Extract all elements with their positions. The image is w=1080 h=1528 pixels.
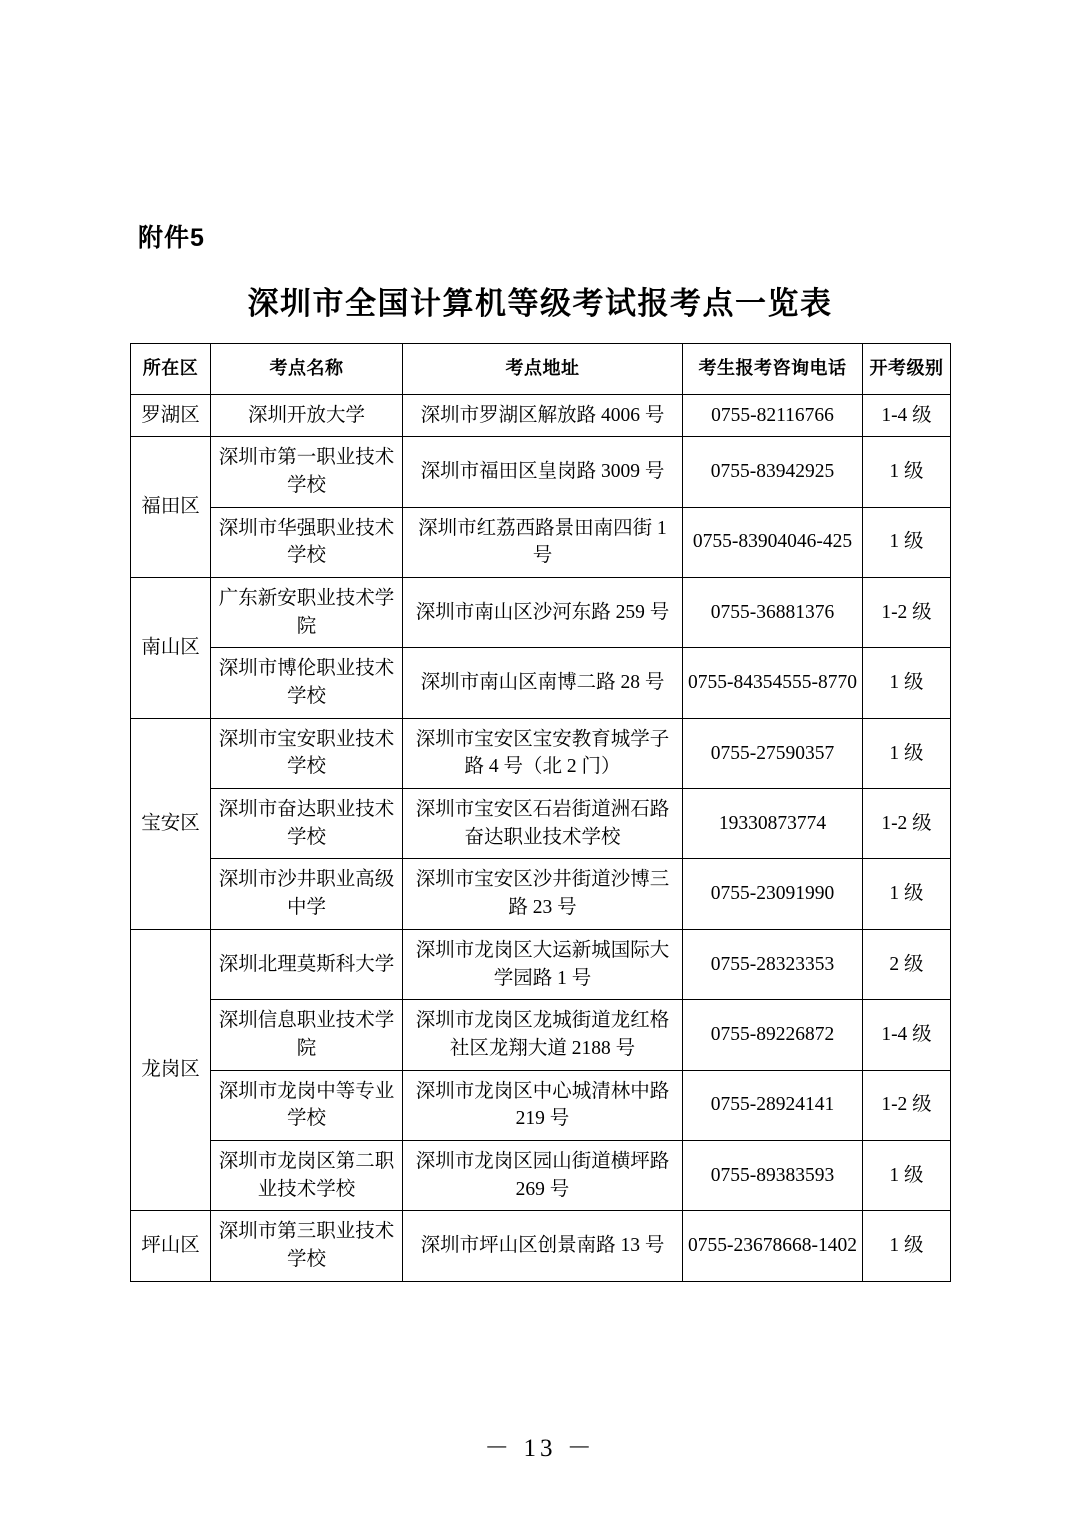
cell-site-name: 深圳市龙岗区第二职业技术学校 <box>211 1140 403 1210</box>
cell-site-name: 深圳市第三职业技术学校 <box>211 1211 403 1281</box>
cell-site-name: 深圳市宝安职业技术学校 <box>211 718 403 788</box>
table-row <box>131 437 951 507</box>
cell-phone: 0755-82116766 <box>683 394 863 437</box>
cell-level: 1 级 <box>863 437 951 507</box>
cell-phone: 0755-28924141 <box>683 1070 863 1140</box>
cell-level: 1 级 <box>863 1211 951 1281</box>
cell-site-name: 深圳市沙井职业高级中学 <box>211 859 403 929</box>
cell-level: 1 级 <box>863 718 951 788</box>
cell-district: 龙岗区 <box>131 929 211 1211</box>
cell-level: 1-4 级 <box>863 1000 951 1070</box>
table-row <box>131 1211 951 1281</box>
cell-phone: 0755-83942925 <box>683 437 863 507</box>
cell-phone: 0755-23678668-1402 <box>683 1211 863 1281</box>
table-row <box>131 859 951 929</box>
cell-district: 坪山区 <box>131 1211 211 1281</box>
table-body <box>131 394 951 1281</box>
cell-phone: 19330873774 <box>683 789 863 859</box>
cell-district: 福田区 <box>131 437 211 578</box>
page-title: 深圳市全国计算机等级考试报考点一览表 <box>247 286 833 321</box>
cell-site-address: 深圳市龙岗区龙城街道龙红格社区龙翔大道 2188 号 <box>403 1000 683 1070</box>
cell-site-address: 深圳市龙岗区中心城清林中路 219 号 <box>403 1070 683 1140</box>
table-row <box>131 394 951 437</box>
cell-level: 2 级 <box>863 929 951 999</box>
table-header-row <box>131 344 951 395</box>
table-row <box>131 789 951 859</box>
cell-level: 1-2 级 <box>863 1070 951 1140</box>
cell-level: 1 级 <box>863 859 951 929</box>
cell-phone: 0755-27590357 <box>683 718 863 788</box>
cell-level: 1 级 <box>863 1140 951 1210</box>
cell-site-name: 深圳市第一职业技术学校 <box>211 437 403 507</box>
cell-phone: 0755-23091990 <box>683 859 863 929</box>
cell-site-name: 深圳市奋达职业技术学校 <box>211 789 403 859</box>
cell-phone: 0755-36881376 <box>683 577 863 647</box>
column-header-phone: 考生报考咨询电话 <box>683 344 863 395</box>
cell-district: 宝安区 <box>131 718 211 929</box>
cell-phone: 0755-28323353 <box>683 929 863 999</box>
cell-site-name: 深圳信息职业技术学院 <box>211 1000 403 1070</box>
cell-phone: 0755-84354555-8770 <box>683 648 863 718</box>
cell-phone: 0755-83904046-425 <box>683 507 863 577</box>
table-header <box>131 344 951 395</box>
table-row <box>131 507 951 577</box>
cell-phone: 0755-89226872 <box>683 1000 863 1070</box>
cell-site-address: 深圳市南山区南博二路 28 号 <box>403 648 683 718</box>
cell-district: 南山区 <box>131 577 211 718</box>
cell-site-name: 广东新安职业技术学院 <box>211 577 403 647</box>
column-header-site-address: 考点地址 <box>403 344 683 395</box>
cell-level: 1 级 <box>863 648 951 718</box>
cell-district: 罗湖区 <box>131 394 211 437</box>
cell-site-name: 深圳市博伦职业技术学校 <box>211 648 403 718</box>
cell-site-address: 深圳市宝安区石岩街道洲石路奋达职业技术学校 <box>403 789 683 859</box>
cell-site-address: 深圳市南山区沙河东路 259 号 <box>403 577 683 647</box>
table-row <box>131 1140 951 1210</box>
cell-site-name: 深圳市龙岗中等专业学校 <box>211 1070 403 1140</box>
cell-site-address: 深圳市红荔西路景田南四街 1 号 <box>403 507 683 577</box>
exam-sites-table <box>130 343 951 1282</box>
column-header-level: 开考级别 <box>863 344 951 395</box>
table-row <box>131 577 951 647</box>
cell-site-name: 深圳开放大学 <box>211 394 403 437</box>
cell-site-address: 深圳市罗湖区解放路 4006 号 <box>403 394 683 437</box>
cell-site-name: 深圳北理莫斯科大学 <box>211 929 403 999</box>
cell-site-address: 深圳市坪山区创景南路 13 号 <box>403 1211 683 1281</box>
table-row <box>131 648 951 718</box>
cell-site-name: 深圳市华强职业技术学校 <box>211 507 403 577</box>
cell-site-address: 深圳市宝安区宝安教育城学子路 4 号（北 2 门） <box>403 718 683 788</box>
table-row <box>131 718 951 788</box>
cell-level: 1 级 <box>863 507 951 577</box>
cell-site-address: 深圳市龙岗区大运新城国际大学园路 1 号 <box>403 929 683 999</box>
cell-site-address: 深圳市福田区皇岗路 3009 号 <box>403 437 683 507</box>
cell-phone: 0755-89383593 <box>683 1140 863 1210</box>
cell-level: 1-2 级 <box>863 577 951 647</box>
table-row <box>131 1000 951 1070</box>
cell-level: 1-2 级 <box>863 789 951 859</box>
table-row <box>131 929 951 999</box>
page-number: － 13 － <box>484 1435 596 1462</box>
table-row <box>131 1070 951 1140</box>
column-header-site-name: 考点名称 <box>211 344 403 395</box>
attachment-label: 附件5 <box>138 224 205 252</box>
cell-site-address: 深圳市宝安区沙井街道沙博三路 23 号 <box>403 859 683 929</box>
cell-level: 1-4 级 <box>863 394 951 437</box>
column-header-district: 所在区 <box>131 344 211 395</box>
cell-site-address: 深圳市龙岗区园山街道横坪路 269 号 <box>403 1140 683 1210</box>
